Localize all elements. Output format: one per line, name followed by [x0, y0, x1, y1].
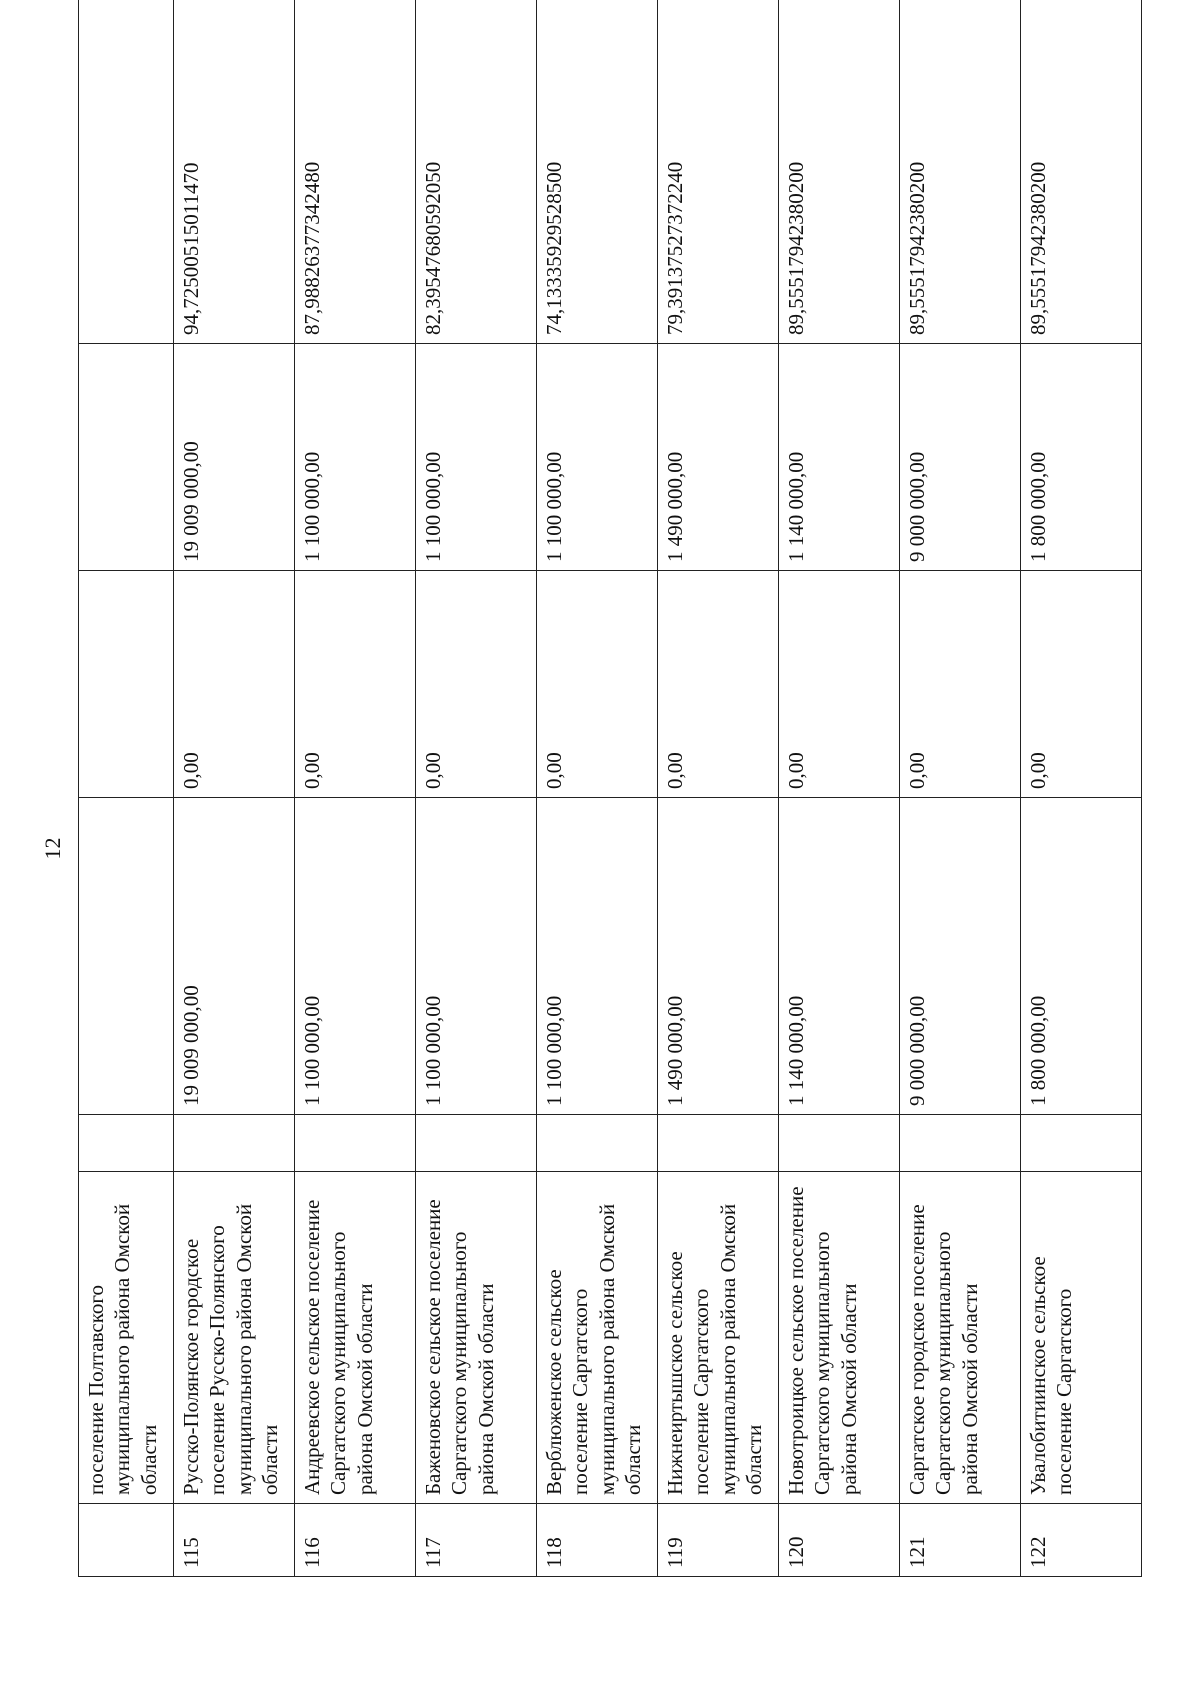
- table-row: [416, 0, 537, 1577]
- amount-cell: 1 100 000,00: [537, 798, 658, 1115]
- row-number-cell: 116: [295, 1504, 416, 1577]
- percent-cell: 94,72500515011470: [174, 0, 295, 344]
- blank-cell: [658, 1115, 779, 1172]
- table-body: [79, 0, 1142, 1577]
- row-number-cell: 120: [779, 1504, 900, 1577]
- settlement-name-cell: Русско-Полянское городское поселение Русско-Полянского муниципального района Омской области: [174, 1172, 295, 1504]
- row-number-cell: 119: [658, 1504, 779, 1577]
- blank-cell: [79, 1115, 174, 1172]
- total-cell: 9 000 000,00: [900, 344, 1021, 571]
- blank-cell: [900, 1115, 1021, 1172]
- amount-cell: 1 140 000,00: [779, 798, 900, 1115]
- row-number-cell: 115: [174, 1504, 295, 1577]
- blank-cell: [295, 1115, 416, 1172]
- total-cell: 1 100 000,00: [537, 344, 658, 571]
- percent-cell: [79, 0, 174, 344]
- row-number-cell: [79, 1504, 174, 1577]
- percent-cell: 74,13335929528500: [537, 0, 658, 344]
- blank-cell: [416, 1115, 537, 1172]
- total-cell: 1 100 000,00: [295, 344, 416, 571]
- amount-cell: 19 009 000,00: [174, 798, 295, 1115]
- total-cell: 1 800 000,00: [1021, 344, 1142, 571]
- table-row: [779, 0, 900, 1577]
- table-row: [658, 0, 779, 1577]
- blank-cell: [174, 1115, 295, 1172]
- amount-cell: 1 100 000,00: [295, 798, 416, 1115]
- table-row: [900, 0, 1021, 1577]
- settlement-name-cell: Баженовское сельское поселение Саргатского муниципального района Омской области: [416, 1172, 537, 1504]
- row-number-cell: 122: [1021, 1504, 1142, 1577]
- page-number: 12: [40, 837, 65, 860]
- zero-cell: 0,00: [779, 571, 900, 798]
- settlement-name-cell: Верблюженское сельское поселение Саргатского муниципального района Омской области: [537, 1172, 658, 1504]
- row-number-cell: 118: [537, 1504, 658, 1577]
- table-row: [537, 0, 658, 1577]
- zero-cell: 0,00: [174, 571, 295, 798]
- allocation-table: [78, 0, 1142, 1577]
- percent-cell: 89,55517942380200: [900, 0, 1021, 344]
- percent-cell: 87,98826377342480: [295, 0, 416, 344]
- zero-cell: 0,00: [537, 571, 658, 798]
- settlement-name-cell: Саргатское городское поселение Саргатского муниципального района Омской области: [900, 1172, 1021, 1504]
- zero-cell: 0,00: [1021, 571, 1142, 798]
- total-cell: 19 009 000,00: [174, 344, 295, 571]
- blank-cell: [1021, 1115, 1142, 1172]
- amount-cell: 9 000 000,00: [900, 798, 1021, 1115]
- row-number-cell: 117: [416, 1504, 537, 1577]
- settlement-name-cell: Новотроицкое сельское поселение Саргатского муниципального района Омской области: [779, 1172, 900, 1504]
- zero-cell: [79, 571, 174, 798]
- settlement-name-cell: Увалобитиинское сельское поселение Саргатского: [1021, 1172, 1142, 1504]
- zero-cell: 0,00: [658, 571, 779, 798]
- total-cell: [79, 344, 174, 571]
- zero-cell: 0,00: [416, 571, 537, 798]
- percent-cell: 82,39547680592050: [416, 0, 537, 344]
- zero-cell: 0,00: [900, 571, 1021, 798]
- table-row-continuation: [79, 0, 174, 1577]
- zero-cell: 0,00: [295, 571, 416, 798]
- blank-cell: [537, 1115, 658, 1172]
- total-cell: 1 140 000,00: [779, 344, 900, 571]
- table-row: [174, 0, 295, 1577]
- total-cell: 1 100 000,00: [416, 344, 537, 571]
- amount-cell: 1 100 000,00: [416, 798, 537, 1115]
- amount-cell: 1 800 000,00: [1021, 798, 1142, 1115]
- percent-cell: 89,55517942380200: [779, 0, 900, 344]
- blank-cell: [779, 1115, 900, 1172]
- row-number-cell: 121: [900, 1504, 1021, 1577]
- total-cell: 1 490 000,00: [658, 344, 779, 571]
- percent-cell: 79,39137527372240: [658, 0, 779, 344]
- table-row: [295, 0, 416, 1577]
- percent-cell: 89,55517942380200: [1021, 0, 1142, 344]
- amount-cell: [79, 798, 174, 1115]
- settlement-name-cell: Нижнеиртышское сельское поселение Саргатского муниципального района Омской области: [658, 1172, 779, 1504]
- amount-cell: 1 490 000,00: [658, 798, 779, 1115]
- settlement-name-cell: поселение Полтавского муниципального района Омской области: [79, 1172, 174, 1504]
- table-row: [1021, 0, 1142, 1577]
- settlement-name-cell: Андреевское сельское поселение Саргатского муниципального района Омской области: [295, 1172, 416, 1504]
